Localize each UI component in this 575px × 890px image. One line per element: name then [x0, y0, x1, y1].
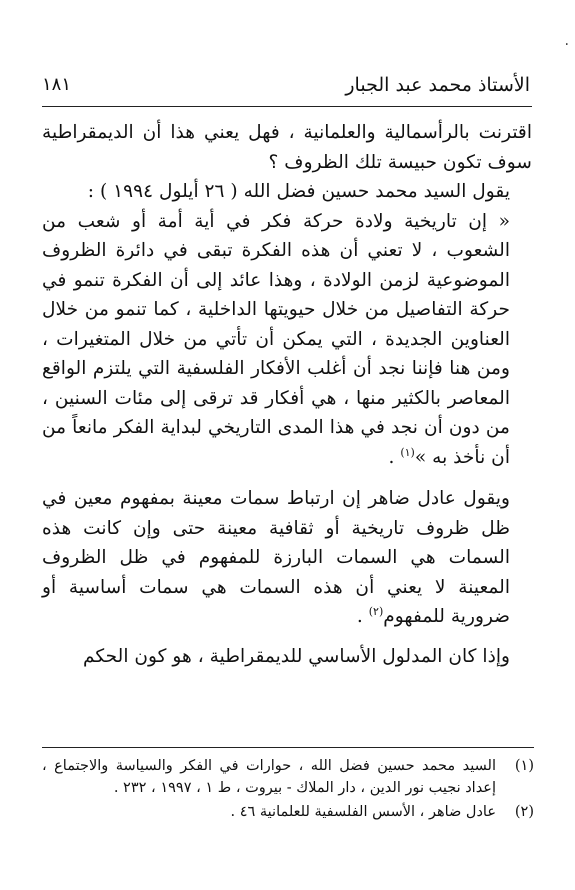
- header-rule: [42, 106, 532, 107]
- margin-mark: ٠: [563, 36, 571, 52]
- footnote-text: السيد محمد حسين فضل الله ، حوارات في الفكر والسياسة والاجتماع ، إعداد نجيب نور الدين ، دار الملاك - بيروت ، ط ١ ، ١٩٩٧ ، ٢٣٢ .: [42, 758, 496, 796]
- paragraph-2: يقول السيد محمد حسين فضل الله ( ٢٦ أيلول ١٩٩٤ ) :: [87, 181, 510, 202]
- quotation-text: « إن تاريخية ولادة حركة فكر في أية أمة أو شعب من الشعوب ، لا تعني أن هذه الفكرة تبقى في دائرة الظروف الموضوعية لزمن الولادة ، وهذا عائد إلى أن الفكرة تنمو في حركة التفاصيل من خلال حيويتها الداخلية ، كما تنمو من خلال العناوين الجديدة ، التي يمكن أن تأتي من خلال المتغيرات ، ومن هنا فإننا نجد أن أغلب الأفكار الفلسفية التي يلتزم الواقع المعاصر بالكثير منها ، هي أفكار قد ترقى إلى مئات السنين ، من دون أن نجد في هذا المدى التاريخي لبداية الفكر مانعاً من أن نأخذ به »: [42, 210, 510, 468]
- page-header: [42, 74, 530, 102]
- footnote-number: (١): [514, 758, 534, 774]
- footnote-1: [42, 755, 534, 799]
- paragraph-4: [42, 484, 532, 632]
- paragraph-4-end: .: [356, 606, 363, 627]
- body-text: [42, 118, 532, 671]
- footnote-rule: [42, 747, 534, 748]
- footnote-number: (٢): [514, 804, 534, 820]
- footnote-ref-1: (١): [400, 445, 415, 459]
- footnote-ref-2: (٢): [368, 604, 384, 618]
- footnotes: [42, 755, 534, 825]
- quotation-paragraph: [42, 207, 532, 473]
- paragraph-4-text: ويقول عادل ضاهر إن ارتباط سمات معينة بمفهوم معين في ظل ظروف تاريخية أو ثقافية معينة حتى وإن كانت هذه السمات هي السمات البارزة للمفهوم في ظل الظروف المعينة لا يعني أن هذه السمات هي سمات أساسية أو ضرورية للمفهوم: [42, 488, 510, 627]
- page-number: ١٨١: [42, 74, 72, 95]
- quotation-end: .: [388, 446, 395, 468]
- footnote-2: [42, 801, 534, 823]
- paragraph-5: وإذا كان المدلول الأساسي للديمقراطية ، هو كون الحكم: [83, 645, 510, 667]
- footnote-text: عادل ضاهر ، الأسس الفلسفية للعلمانية ٤٦ .: [230, 804, 496, 820]
- running-head: الأستاذ محمد عبد الجبار: [345, 74, 530, 96]
- paragraph-1: اقترنت بالرأسمالية والعلمانية ، فهل يعني هذا أن الديمقراطية سوف تكون حبيسة تلك الظروف ؟: [42, 122, 532, 173]
